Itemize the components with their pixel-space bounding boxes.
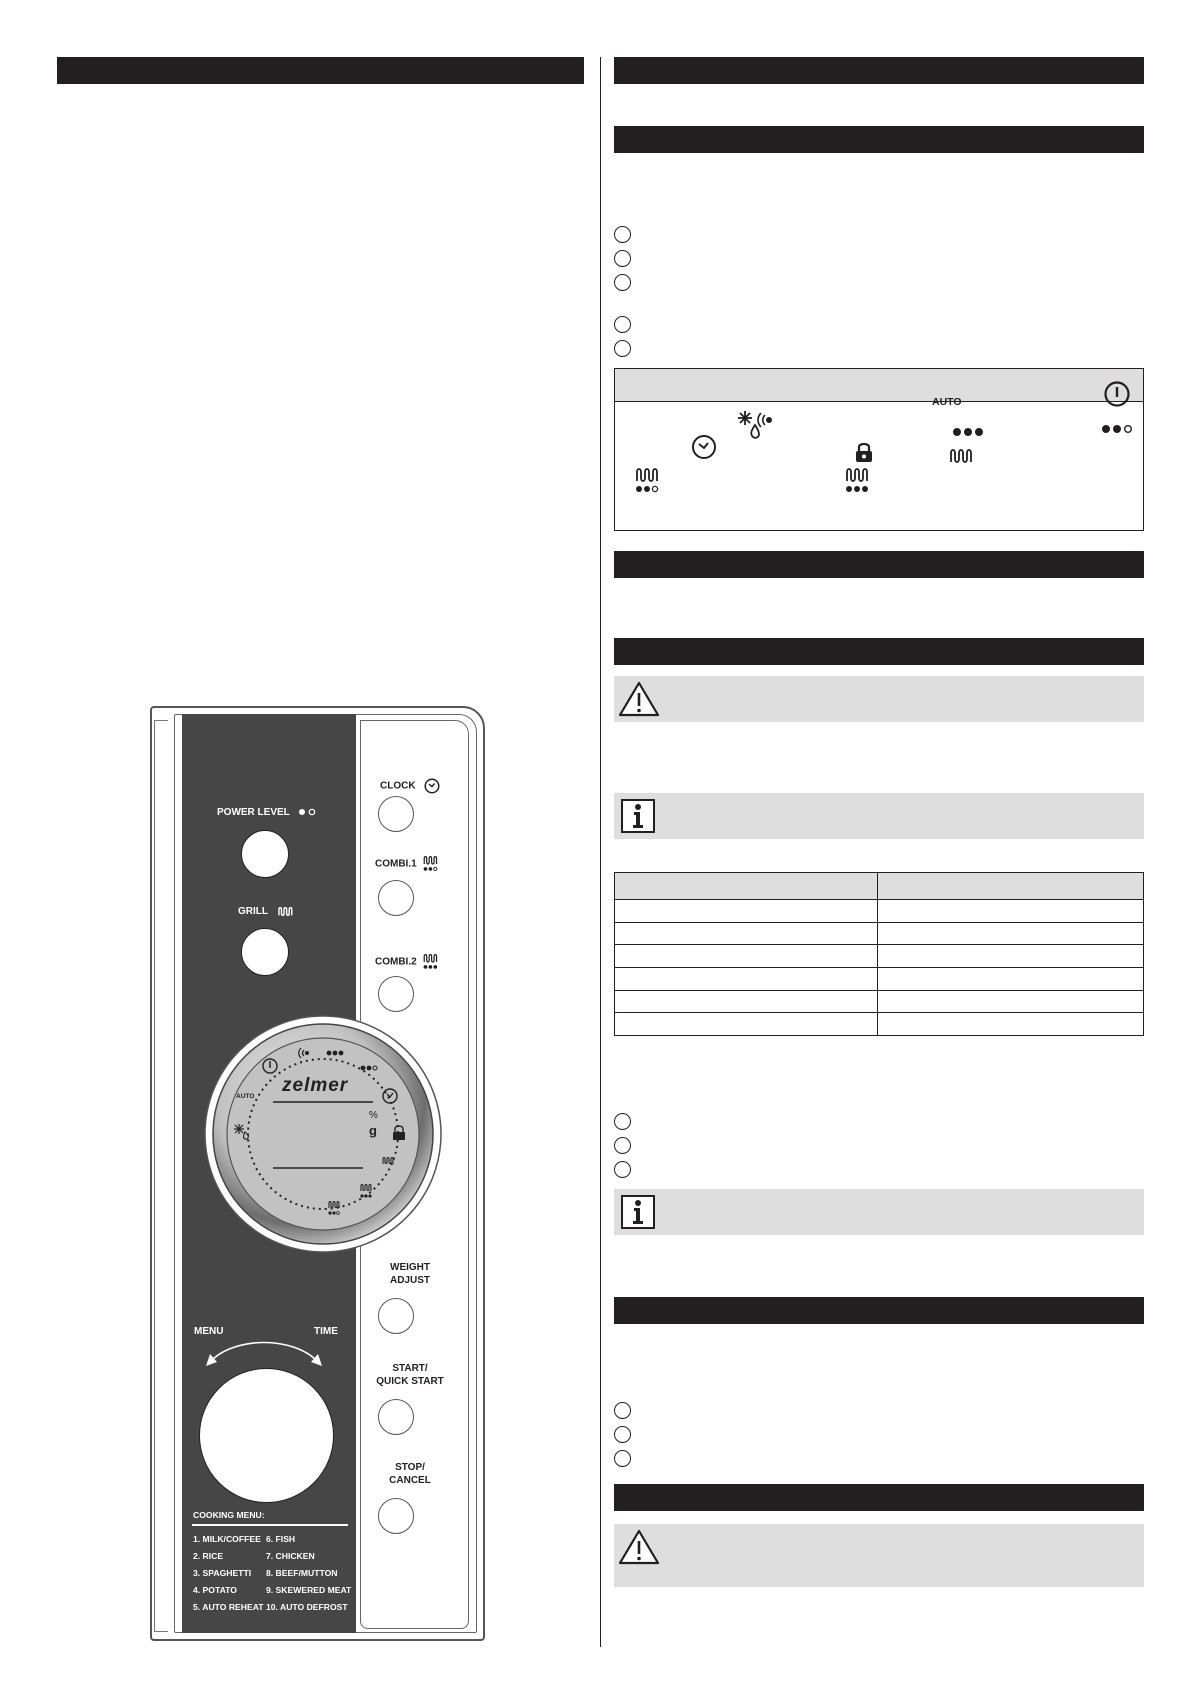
power-icon [1103,380,1131,408]
clock-button[interactable] [378,796,414,832]
menu-item: 2. RICE [193,1551,224,1561]
grill-label [238,906,295,917]
weight-adjust-label [380,1261,440,1287]
combi2-icon [423,954,439,970]
warning-icon [618,1528,660,1566]
stop-line1: STOP/ [395,1462,425,1473]
warning-box [614,1524,1144,1587]
step-marker [614,340,631,357]
info-icon [621,799,655,833]
weight-adjust-line2: ADJUST [389,1275,430,1286]
section-header-bar-6 [614,1484,1144,1511]
clock-icon [424,778,440,794]
stop-line2: CANCEL [389,1475,431,1486]
combi1-label [375,856,439,872]
grill-icon [949,449,975,463]
cooking-menu-title: COOKING MENU: [193,1510,265,1520]
menu-item: 10. AUTO DEFROST [266,1602,348,1612]
menu-item: 5. AUTO REHEAT [193,1602,264,1612]
menu-item: 4. POTATO [193,1585,237,1595]
combi2-icon [845,468,871,494]
warning-icon [618,680,660,718]
full-power-icon [952,427,984,437]
step-marker [614,1402,631,1419]
grill-icon [277,907,295,916]
knob-arrow [204,1334,324,1368]
start-label [365,1362,455,1388]
menu-item: 1. MILK/COFFEE [193,1534,261,1544]
menu-label: MENU [194,1326,224,1337]
dial-brand-logo: zelmer [282,1075,349,1096]
info-box [614,1189,1144,1235]
left-section-header-bar [57,57,584,84]
power-level-text: POWER LEVEL [217,807,290,818]
medium-power-icon [298,808,318,816]
combi2-label [375,954,439,970]
power-level-button[interactable] [241,830,289,878]
cooking-menu-rule [192,1524,348,1526]
combi2-button[interactable] [378,976,414,1012]
column-divider [600,57,601,1647]
display-dial [203,1014,443,1254]
combi1-icon [423,856,439,872]
step-marker [614,316,631,333]
weight-adjust-button[interactable] [378,1298,414,1334]
step-marker [614,1161,631,1178]
control-panel-illustration [150,706,485,1641]
step-marker [614,274,631,291]
section-header-bar-1 [614,57,1144,84]
dial-percent-unit: % [369,1110,378,1121]
dial-gram-unit: g [369,1123,377,1138]
menu-item: 3. SPAGHETTI [193,1568,252,1578]
menu-item: 6. FISH [266,1534,296,1544]
clock-text: CLOCK [380,780,416,792]
grill-text: GRILL [238,906,268,917]
grill-button[interactable] [241,928,289,976]
combi1-button[interactable] [378,880,414,916]
panel-hinge [154,720,168,1632]
display-symbols-table [614,368,1144,531]
power-level-label [217,807,318,818]
section-header-bar-4 [614,638,1144,665]
menu-item: 8. BEEF/MUTTON [266,1568,338,1578]
step-marker [614,1113,631,1130]
dial-auto-label: AUTO [236,1093,255,1100]
combi1-icon [635,468,661,494]
step-marker [614,1137,631,1154]
medium-power-icon [1101,424,1133,434]
time-label: TIME [314,1326,338,1337]
combi2-text: COMBI.2 [375,956,417,968]
auto-icon: AUTO [932,396,962,408]
menu-item: 9. SKEWERED MEAT [266,1585,352,1595]
step-marker [614,1426,631,1443]
child-lock-icon [854,441,874,463]
clock-label [380,778,440,794]
step-marker [614,250,631,267]
section-header-bar-3 [614,551,1144,578]
section-header-bar-5 [614,1297,1144,1324]
warning-box [614,676,1144,722]
clock-icon [691,434,717,460]
combi1-text: COMBI.1 [375,858,417,870]
display-symbols-header [615,369,1143,402]
info-icon [621,1195,655,1229]
weight-adjust-line1: WEIGHT [390,1262,430,1273]
start-line1: START/ [392,1363,428,1374]
step-marker [614,1450,631,1467]
power-level-table [614,872,1144,1036]
stop-button[interactable] [378,1498,414,1534]
start-button[interactable] [378,1399,414,1435]
section-header-bar-2 [614,126,1144,153]
microwave-icon [753,409,775,431]
stop-label [380,1461,440,1487]
step-marker [614,226,631,243]
info-box [614,793,1144,839]
start-line2: QUICK START [376,1376,444,1387]
menu-item: 7. CHICKEN [266,1551,315,1561]
menu-time-knob[interactable] [199,1368,334,1503]
